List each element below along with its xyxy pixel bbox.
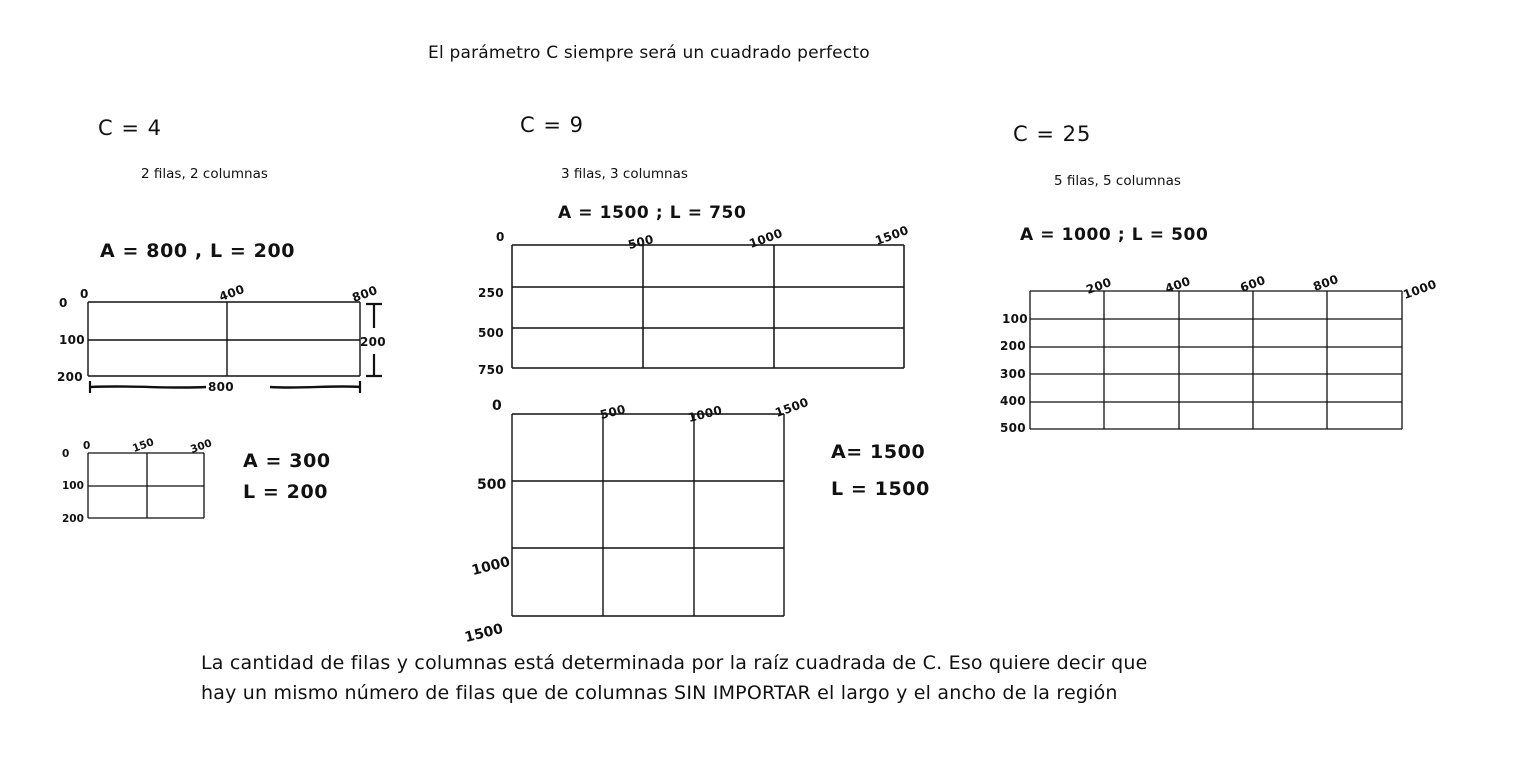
grid-c4-2 [88, 453, 213, 525]
xtick-c9-2-3: 1500 [773, 395, 811, 420]
grid-label-c4-2-l: L = 200 [243, 481, 329, 503]
grid-label-c4-2-a: A = 300 [243, 450, 331, 472]
xtick-c25-2: 600 [1238, 272, 1268, 295]
grid-label-c9-2-a: A= 1500 [831, 441, 926, 463]
grid-label-c4-1: A = 800 , L = 200 [100, 240, 296, 262]
example-subtitle-c9: 3 filas, 3 columnas [561, 166, 688, 182]
grid-c9-1 [512, 245, 912, 375]
xtick-c4-1-0: 0 [80, 287, 89, 301]
ytick-c4-2-1: 100 [62, 480, 84, 492]
xtick-c4-1-2: 800 [350, 282, 380, 305]
width-annotation-c4-1: 800 [208, 380, 234, 394]
ytick-c25-2: 300 [1000, 367, 1026, 381]
grid-c4-1 [88, 302, 368, 382]
ytick-c25-4: 500 [1000, 421, 1026, 435]
example-subtitle-c4: 2 filas, 2 columnas [141, 166, 268, 182]
xtick-c4-2-0: 0 [83, 440, 91, 452]
ytick-c25-1: 200 [1000, 339, 1026, 353]
grid-label-c25-1: A = 1000 ; L = 500 [1020, 225, 1209, 245]
xtick-c25-1: 400 [1163, 273, 1193, 296]
example-subtitle-c25: 5 filas, 5 columnas [1054, 173, 1181, 189]
ytick-c4-1-0: 0 [59, 296, 68, 310]
xtick-c25-0: 200 [1084, 274, 1114, 297]
ytick-c9-2-1: 500 [477, 477, 507, 493]
example-heading-c25: C = 25 [1013, 122, 1092, 146]
xtick-c25-3: 800 [1311, 271, 1341, 294]
ytick-c4-2-0: 0 [62, 448, 70, 460]
grid-c25-1 [1030, 291, 1410, 436]
xtick-c9-1-1: 500 [626, 232, 656, 252]
grid-label-c9-2-l: L = 1500 [831, 478, 930, 500]
xtick-c9-1-0: 0 [496, 230, 505, 244]
example-heading-c9: C = 9 [520, 113, 584, 137]
xtick-c9-1-2: 1000 [747, 226, 785, 251]
ytick-c9-2-2: 1000 [470, 554, 512, 579]
footer-line-2: hay un mismo número de filas que de columnas SIN IMPORTAR el largo y el ancho de la región [201, 682, 1118, 704]
ytick-c9-1-3: 750 [478, 363, 504, 377]
xtick-c9-2-2: 1000 [686, 403, 724, 425]
xtick-c4-1-1: 400 [217, 281, 247, 304]
ytick-c25-0: 100 [1002, 312, 1028, 326]
grid-c9-2 [512, 414, 792, 624]
xtick-c9-1-3: 1500 [873, 223, 911, 248]
ytick-c4-2-2: 200 [62, 513, 84, 525]
ytick-c4-1-1: 100 [59, 333, 85, 347]
grid-label-c9-1: A = 1500 ; L = 750 [558, 203, 747, 223]
page-title: El parámetro C siempre será un cuadrado perfecto [428, 43, 870, 63]
xtick-c25-4: 1000 [1401, 277, 1439, 302]
height-annotation-c4-1: 200 [360, 335, 386, 349]
ytick-c9-1-2: 500 [478, 326, 504, 340]
xtick-c4-2-2: 300 [188, 437, 214, 456]
example-heading-c4: C = 4 [98, 116, 162, 140]
xtick-c9-2-0: 0 [492, 398, 502, 414]
footer-line-1: La cantidad de filas y columnas está determinada por la raíz cuadrada de C. Eso quiere decir que [201, 652, 1148, 674]
ytick-c4-1-2: 200 [57, 370, 83, 384]
xtick-c4-2-1: 150 [130, 436, 156, 455]
ytick-c25-3: 400 [1000, 394, 1026, 408]
ytick-c9-2-3: 1500 [463, 621, 505, 646]
xtick-c9-2-1: 500 [598, 402, 628, 422]
ytick-c9-1-1: 250 [478, 286, 504, 300]
